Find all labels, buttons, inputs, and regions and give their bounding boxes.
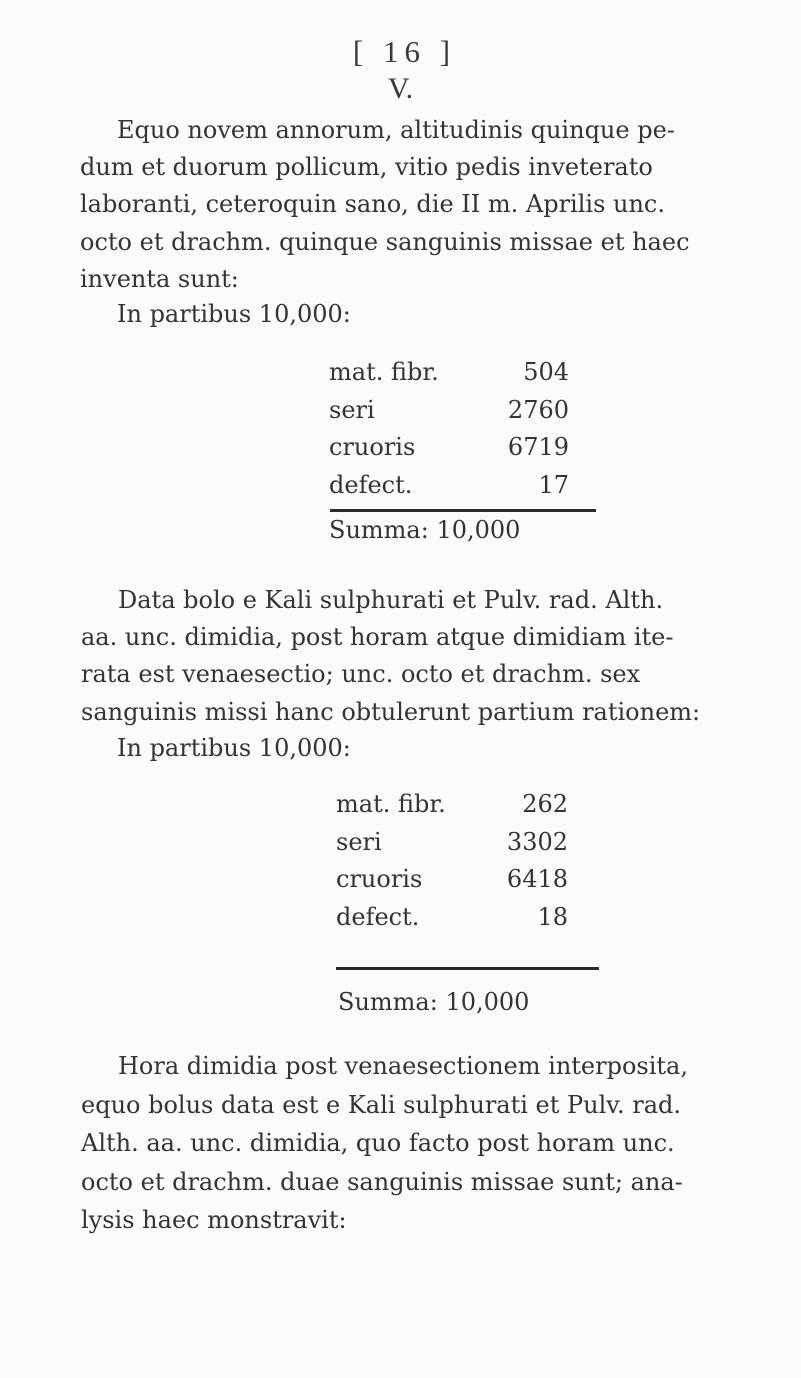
- paragraph-1: [80, 112, 735, 298]
- paragraph-3: [81, 1047, 751, 1240]
- table-row: [329, 429, 569, 467]
- table-row: [336, 899, 568, 937]
- row-value: 3302: [506, 827, 568, 856]
- row-label: defect.: [329, 470, 413, 499]
- paragraph-2: [81, 582, 735, 731]
- row-label: defect.: [336, 902, 420, 931]
- row-value: 6418: [506, 865, 568, 893]
- row-value: 262: [522, 790, 568, 818]
- table-2-sum: [338, 988, 529, 1016]
- table-row: [329, 467, 569, 505]
- table-2-intro: In partibus 10,000:: [117, 734, 351, 762]
- table-2: [336, 786, 568, 936]
- section-heading: V.: [387, 72, 414, 105]
- row-value: 18: [537, 902, 568, 931]
- paragraph-line: Hora dimidia post venaesectionem interposita,: [118, 1052, 688, 1080]
- row-value: 504: [523, 358, 569, 386]
- paragraph-line: dum et duorum pollicum, vitio pedis inveterato: [80, 153, 653, 182]
- row-label: seri: [336, 827, 382, 856]
- row-label: cruoris: [329, 433, 416, 461]
- table-row: [329, 354, 569, 392]
- table-row: [329, 392, 569, 430]
- paragraph-line: Alth. aa. unc. dimidia, quo facto post horam unc.: [81, 1129, 675, 1157]
- sum-rule: [336, 967, 599, 970]
- row-label: cruoris: [336, 865, 423, 893]
- table-row: [336, 786, 568, 824]
- row-label: mat. fibr.: [329, 358, 439, 386]
- row-label: seri: [329, 395, 375, 424]
- paragraph-line: aa. unc. dimidia, post horam atque dimidiam ite-: [81, 623, 674, 652]
- sum-label: Summa:: [338, 988, 438, 1016]
- paragraph-line: laboranti, ceteroquin sano, die II m. Aprilis unc.: [80, 190, 665, 219]
- paragraph-line: octo et drachm. quinque sanguinis missae et haec: [80, 227, 690, 256]
- row-value: 17: [538, 470, 569, 499]
- paragraph-line: inventa sunt:: [80, 264, 239, 293]
- paragraph-line: sanguinis missi hanc obtulerunt partium rationem:: [81, 697, 701, 726]
- sum-rule: [330, 509, 596, 512]
- paragraph-line: rata est venaesectio; unc. octo et drachm. sex: [81, 660, 641, 689]
- paragraph-line: Data bolo e Kali sulphurati et Pulv. rad. Alth.: [118, 586, 664, 614]
- page-number: [ 16 ]: [352, 34, 457, 69]
- table-1: [329, 354, 569, 504]
- table-1-sum: [329, 516, 520, 544]
- sum-value: 10,000: [445, 988, 530, 1016]
- paragraph-line: lysis haec monstravit:: [81, 1206, 347, 1234]
- row-value: 2760: [507, 395, 569, 424]
- row-label: mat. fibr.: [336, 790, 446, 818]
- table-row: [336, 861, 568, 899]
- paragraph-line: Equo novem annorum, altitudinis quinque pe-: [117, 116, 675, 144]
- table-row: [336, 824, 568, 862]
- paragraph-line: octo et drachm. duae sanguinis missae sunt; ana-: [81, 1167, 683, 1196]
- row-value: 6719: [507, 433, 569, 461]
- table-1-intro: In partibus 10,000:: [117, 300, 351, 328]
- sum-value: 10,000: [436, 516, 521, 544]
- sum-label: Summa:: [329, 516, 429, 544]
- paragraph-line: equo bolus data est e Kali sulphurati et Pulv. rad.: [81, 1090, 682, 1119]
